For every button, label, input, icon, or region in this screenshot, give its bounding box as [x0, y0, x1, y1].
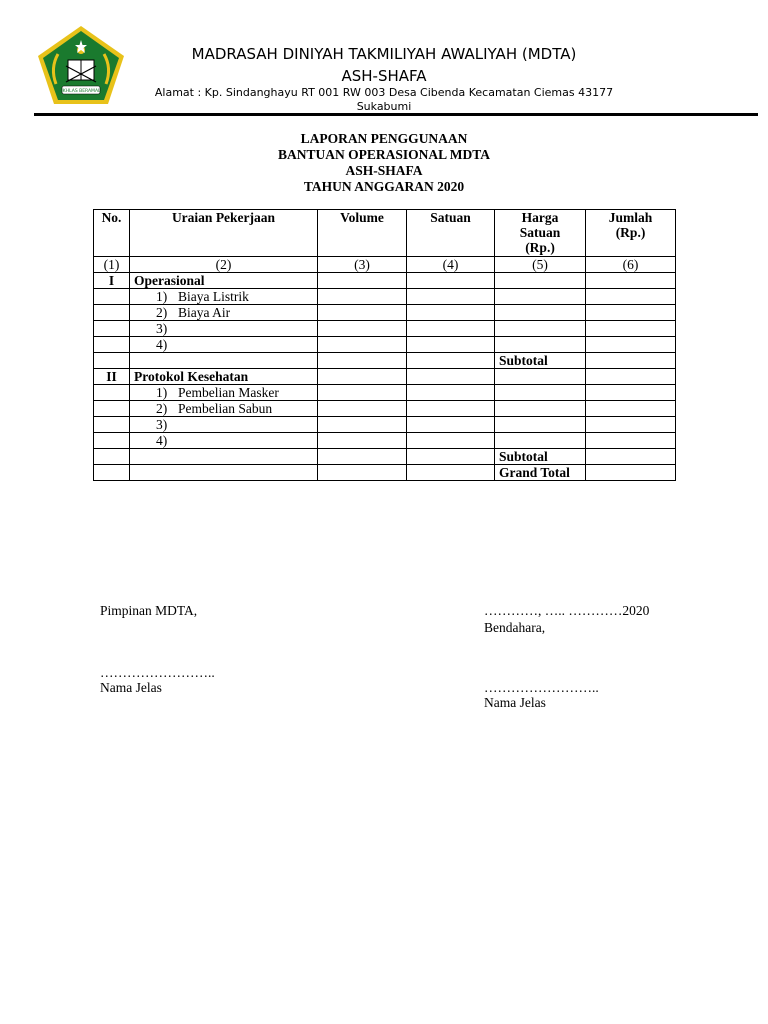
section-title: Protokol Kesehatan — [130, 369, 318, 385]
grand-total-label: Grand Total — [495, 465, 586, 481]
item-cell — [130, 417, 318, 433]
section-number: I — [94, 273, 130, 289]
table-row — [94, 273, 676, 289]
report-title-line3: ASH-SHAFA — [345, 163, 423, 178]
letterhead-divider — [34, 113, 758, 116]
school-name: MADRASAH DINIYAH TAKMILIYAH AWALIYAH (MDTA) — [191, 45, 577, 63]
item-label: Pembelian Sabun — [178, 401, 273, 416]
signature-right-title: Bendahara, — [484, 620, 546, 635]
section-number: II — [94, 369, 130, 385]
budget-table — [93, 209, 676, 481]
subtotal-row — [94, 353, 676, 369]
subtotal-label: Subtotal — [495, 449, 586, 465]
item-cell — [130, 337, 318, 353]
header-jumlah — [586, 210, 676, 257]
item-number: 1) — [156, 385, 168, 400]
colnum-6: (6) — [586, 257, 676, 273]
item-cell — [130, 433, 318, 449]
item-number: 1) — [156, 289, 168, 304]
colnum-2: (2) — [130, 257, 318, 273]
item-number: 4) — [156, 337, 168, 352]
header-jumlah-line1: Jumlah — [608, 210, 653, 225]
header-harga-satuan — [495, 210, 586, 257]
item-number: 3) — [156, 321, 168, 336]
table-row — [94, 401, 676, 417]
signature-left-dots: …………………….. — [100, 665, 215, 680]
header-harga-line3: (Rp.) — [525, 240, 555, 255]
header-volume: Volume — [318, 210, 407, 257]
header-uraian: Uraian Pekerjaan — [130, 210, 318, 257]
signature-right-dots: …………………….. — [484, 680, 599, 695]
item-cell — [130, 289, 318, 305]
school-address: Alamat : Kp. Sindanghayu RT 001 RW 003 Desa Cibenda Kecamatan Ciemas 43177 Sukabumi — [154, 86, 614, 113]
colnum-4: (4) — [407, 257, 495, 273]
colnum-3: (3) — [318, 257, 407, 273]
item-cell — [130, 321, 318, 337]
item-number: 4) — [156, 433, 168, 448]
item-label: Biaya Air — [178, 305, 231, 320]
signature-left-name: Nama Jelas — [100, 680, 162, 695]
header-satuan: Satuan — [407, 210, 495, 257]
grand-total-row — [94, 465, 676, 481]
colnum-1: (1) — [94, 257, 130, 273]
header-harga-line2: Satuan — [519, 225, 561, 240]
madrasah-logo — [36, 24, 126, 106]
column-number-row — [94, 257, 676, 273]
table-row — [94, 305, 676, 321]
logo-motto: IKHLAS BERAMAL — [61, 89, 101, 94]
signature-right-name: Nama Jelas — [484, 695, 546, 710]
subtotal-row — [94, 449, 676, 465]
header-no: No. — [94, 210, 130, 257]
school-subname: ASH-SHAFA — [341, 67, 427, 85]
report-title-line4: TAHUN ANGGARAN 2020 — [303, 179, 465, 194]
header-jumlah-line2: (Rp.) — [615, 225, 646, 240]
item-number: 2) — [156, 305, 168, 320]
subtotal-label: Subtotal — [495, 353, 586, 369]
table-row — [94, 433, 676, 449]
colnum-5: (5) — [495, 257, 586, 273]
header-harga-line1: Harga — [521, 210, 559, 225]
table-row — [94, 385, 676, 401]
section-title: Operasional — [130, 273, 318, 289]
item-label: Biaya Listrik — [178, 289, 249, 304]
item-number: 2) — [156, 401, 168, 416]
item-cell — [130, 385, 318, 401]
signature-date: …………, ….. …………2020 — [484, 603, 650, 618]
table-row — [94, 289, 676, 305]
signature-left-title: Pimpinan MDTA, — [100, 603, 198, 618]
report-title-line1: LAPORAN PENGGUNAAN — [300, 131, 468, 146]
item-cell — [130, 305, 318, 321]
table-header-row — [94, 210, 676, 257]
table-row — [94, 369, 676, 385]
table-row — [94, 417, 676, 433]
item-label: Pembelian Masker — [178, 385, 279, 400]
item-number: 3) — [156, 417, 168, 432]
table-row — [94, 337, 676, 353]
item-cell — [130, 401, 318, 417]
report-title-line2: BANTUAN OPERASIONAL MDTA — [277, 147, 491, 162]
table-row — [94, 321, 676, 337]
